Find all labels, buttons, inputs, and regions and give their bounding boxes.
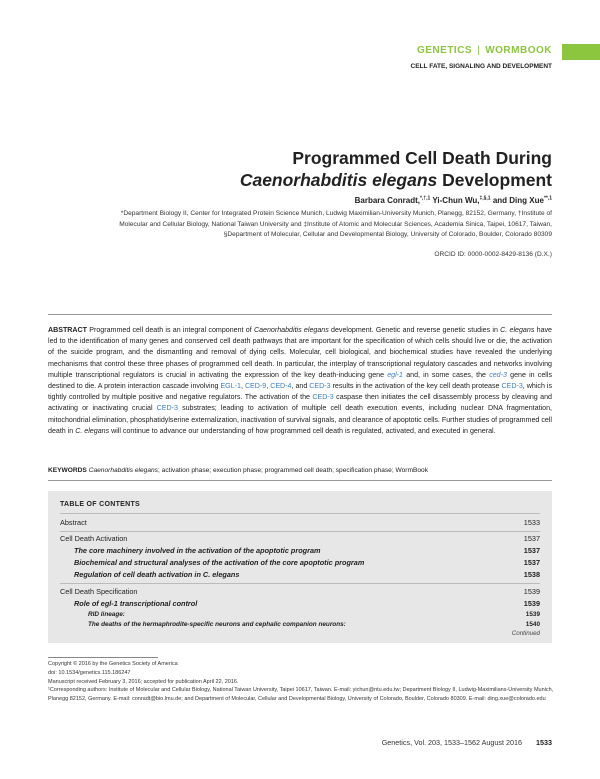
- toc-entry-page: 1540: [525, 621, 540, 628]
- protein-link-ced-4[interactable]: CED-4: [270, 382, 292, 391]
- header-accent-bar: [562, 44, 600, 60]
- toc-entry[interactable]: [60, 599, 540, 608]
- toc-entry[interactable]: [60, 570, 540, 579]
- toc-entry-label: Cell Death Specification: [60, 587, 138, 596]
- toc-entry[interactable]: [60, 558, 540, 567]
- protein-link-ced-3[interactable]: CED-3: [501, 382, 523, 391]
- orcid-id: ORCID ID: 0000-0002-8429-8136 (D.X.): [434, 251, 552, 258]
- abstract-text: will continue to advance our understanding of how programmed cell death is regulated, activated, and executed in general.: [109, 426, 496, 435]
- toc-entry-label: Abstract: [60, 518, 87, 527]
- title-line-1: Programmed Cell Death During: [292, 148, 552, 168]
- affiliations: *Department Biology II, Center for Integrated Protein Science Munich, Ludwig Maximilian-University Munich, Planegg, 82152, Germany, †Institute of Molecular and Cellular Biology, National Taiwan University and ‡Institute of Atomic and Molecular Sciences, Academia Sinica, Taipei, 10617, Taiwan, §Department of Molecular, Cellular and Developmental Biology, University of Colorado, Boulder, Colorado 80309: [119, 210, 552, 239]
- protein-link-ced-9[interactable]: CED-9: [244, 382, 267, 391]
- toc-entry[interactable]: [60, 621, 540, 628]
- footnote-rule: [48, 657, 158, 658]
- page-number: 1533: [536, 738, 552, 747]
- abstract-top-rule: [48, 314, 552, 315]
- abstract-text: Programmed cell death is an integral component of: [87, 326, 254, 334]
- keywords-rest: ; activation phase; execution phase; programmed cell death; specification phase; WormBook: [157, 467, 428, 474]
- abstract-text: , which is tightly controlled by multiple positive and negative regulators. The activation of the: [48, 382, 552, 402]
- toc-entry[interactable]: [60, 534, 540, 543]
- toc-entry-page: 1538: [523, 570, 540, 579]
- toc-entry-label: Cell Death Activation: [60, 534, 128, 543]
- author-2: Yi-Chun Wu,: [430, 196, 480, 205]
- author-list: [355, 196, 552, 205]
- toc-entry[interactable]: [60, 546, 540, 555]
- protein-link-ced-3[interactable]: CED-3: [309, 382, 331, 391]
- author-1: Barbara Conradt,: [354, 196, 420, 205]
- abstract-text: have led to the identification of many genes and conserved cell death pathways that are important for the specification of which cells should live or die, the activation of the suicide program, and the dismantling and removal of dying cells. Molecular, cell biological, and biochemical studies have revealed the underlying mechanisms that control these three phases of programmed cell death. In particular, the interplay of transcriptional regulatory cascades and networks involving multiple transcriptional regulators is crucial in activating the expression of the key death-inducing gene: [48, 326, 553, 379]
- abstract-species: Caenorhabditis elegans: [253, 326, 329, 334]
- title-line-2: [240, 169, 552, 191]
- journal-name: GENETICS: [416, 45, 473, 56]
- citation: Genetics, Vol. 203, 1533–1562 August 2016: [381, 738, 522, 747]
- abstract: [48, 325, 552, 437]
- toc-entry-label-post: transcriptional control: [117, 599, 198, 608]
- toc-entry-page: 1537: [523, 558, 540, 567]
- abstract-text: ,: [266, 382, 271, 391]
- abstract-text: gene in cells destined to die. A protein interaction cascade involving: [48, 370, 552, 391]
- toc-entry-label-pre: Role of: [74, 599, 101, 608]
- keywords-rule: [48, 480, 552, 481]
- doi: doi: 10.1534/genetics.115.186247: [48, 669, 131, 676]
- toc-entry-label: Regulation of cell death activation in C. elegans: [74, 570, 240, 579]
- page-footer: [382, 738, 552, 747]
- keywords: [48, 467, 552, 474]
- toc-entry-page: 1533: [523, 518, 540, 527]
- header-separator: |: [477, 45, 481, 56]
- protein-link-ced-3[interactable]: CED-3: [312, 393, 334, 402]
- abstract-text: substrates; leading to activation of multiple cell death execution events, including nuclear DNA fragmentation, mitochondrial elimination, phosphatidylserine externalization, inactivation of survival signals, and clearance of apoptotic cells. Further studies of programmed cell death in: [48, 404, 552, 435]
- toc-divider: [60, 531, 540, 532]
- gene-link-egl-1[interactable]: egl-1: [387, 370, 403, 379]
- author-3-sup: **,1: [543, 195, 552, 202]
- toc-entry[interactable]: [60, 611, 540, 618]
- protein-link-egl-1[interactable]: EGL-1: [220, 382, 241, 391]
- journal-header: [417, 45, 552, 56]
- corresponding-authors: ¹Corresponding authors: Institute of Molecular and Cellular Biology, National Taiwan University, Taipei 10617, Taiwan. E-mail: yichun@ntu.edu.tw; Department Biology II, Ludwig-Maximilians-University Munich, Planegg 82152, Germany. E-mail: conradt@bio.lmu.de; and Department of Molecular, Cellular and Developmental Biology, University of Colorado, Boulder, Colorado 80309. E-mail: ding.xue@colorado.edu: [48, 687, 554, 703]
- author-1-sup: *,†,1: [419, 195, 431, 202]
- abstract-text: caspase then initiates the cell disassembly process by cleaving and activating or inactivating crucial: [48, 393, 552, 413]
- series-name: WORMBOOK: [485, 45, 552, 56]
- title-species: Caenorhabditis elegans: [239, 170, 438, 190]
- keywords-label: KEYWORDS: [48, 467, 87, 474]
- toc-entry[interactable]: [60, 518, 540, 527]
- article-title: [240, 147, 552, 191]
- abstract-label: ABSTRACT: [48, 326, 88, 334]
- copyright: Copyright © 2016 by the Genetics Society of America: [48, 661, 178, 667]
- toc-entry-page: 1539: [525, 611, 540, 618]
- toc-divider: [60, 583, 540, 584]
- toc-entry-page: 1539: [523, 599, 540, 608]
- footnotes: [48, 660, 558, 704]
- gene-link-ced-3[interactable]: ced-3: [489, 370, 507, 379]
- toc-continued: Continued: [511, 630, 540, 637]
- abstract-species: C. elegans: [75, 426, 110, 435]
- toc-entry[interactable]: [60, 587, 540, 596]
- section-label: CELL FATE, SIGNALING AND DEVELOPMENT: [410, 63, 552, 70]
- abstract-species: C. elegans: [500, 326, 535, 334]
- abstract-text: ,: [240, 382, 245, 391]
- protein-link-ced-3[interactable]: CED-3: [156, 404, 178, 413]
- author-3: and Ding Xue: [490, 196, 544, 205]
- title-line-2-rest: Development: [437, 170, 552, 190]
- manuscript-dates: Manuscript received February 3, 2016; accepted for publication April 22, 2016.: [48, 678, 239, 685]
- abstract-text: , and: [291, 382, 310, 391]
- toc-entry-label: The deaths of the hermaphrodite-specific neurons and cephalic companion neurons:: [88, 621, 346, 628]
- author-2-sup: ‡,§,1: [479, 195, 491, 202]
- toc-entry-label: The core machinery involved in the activation of the apoptotic program: [74, 546, 321, 555]
- abstract-text: development. Genetic and reverse genetic studies in: [328, 326, 501, 334]
- table-of-contents: [48, 491, 552, 643]
- toc-entry-page: 1539: [523, 587, 540, 596]
- abstract-text: and, in some cases, the: [403, 370, 490, 379]
- keyword-first: Caenorhabditis elegans: [88, 467, 158, 474]
- toc-entry-page: 1537: [523, 534, 540, 543]
- toc-entry-page: 1537: [523, 546, 540, 555]
- toc-title: TABLE OF CONTENTS: [60, 501, 141, 508]
- toc-entry-gene: egl-1: [100, 599, 118, 608]
- toc-divider: [60, 513, 540, 514]
- toc-entry-label: Biochemical and structural analyses of the activation of the core apoptotic program: [74, 558, 365, 567]
- toc-entry-label: RID lineage:: [88, 611, 125, 618]
- toc-entry-label: [74, 599, 197, 608]
- abstract-text: results in the activation of the key cell death protease: [330, 382, 502, 391]
